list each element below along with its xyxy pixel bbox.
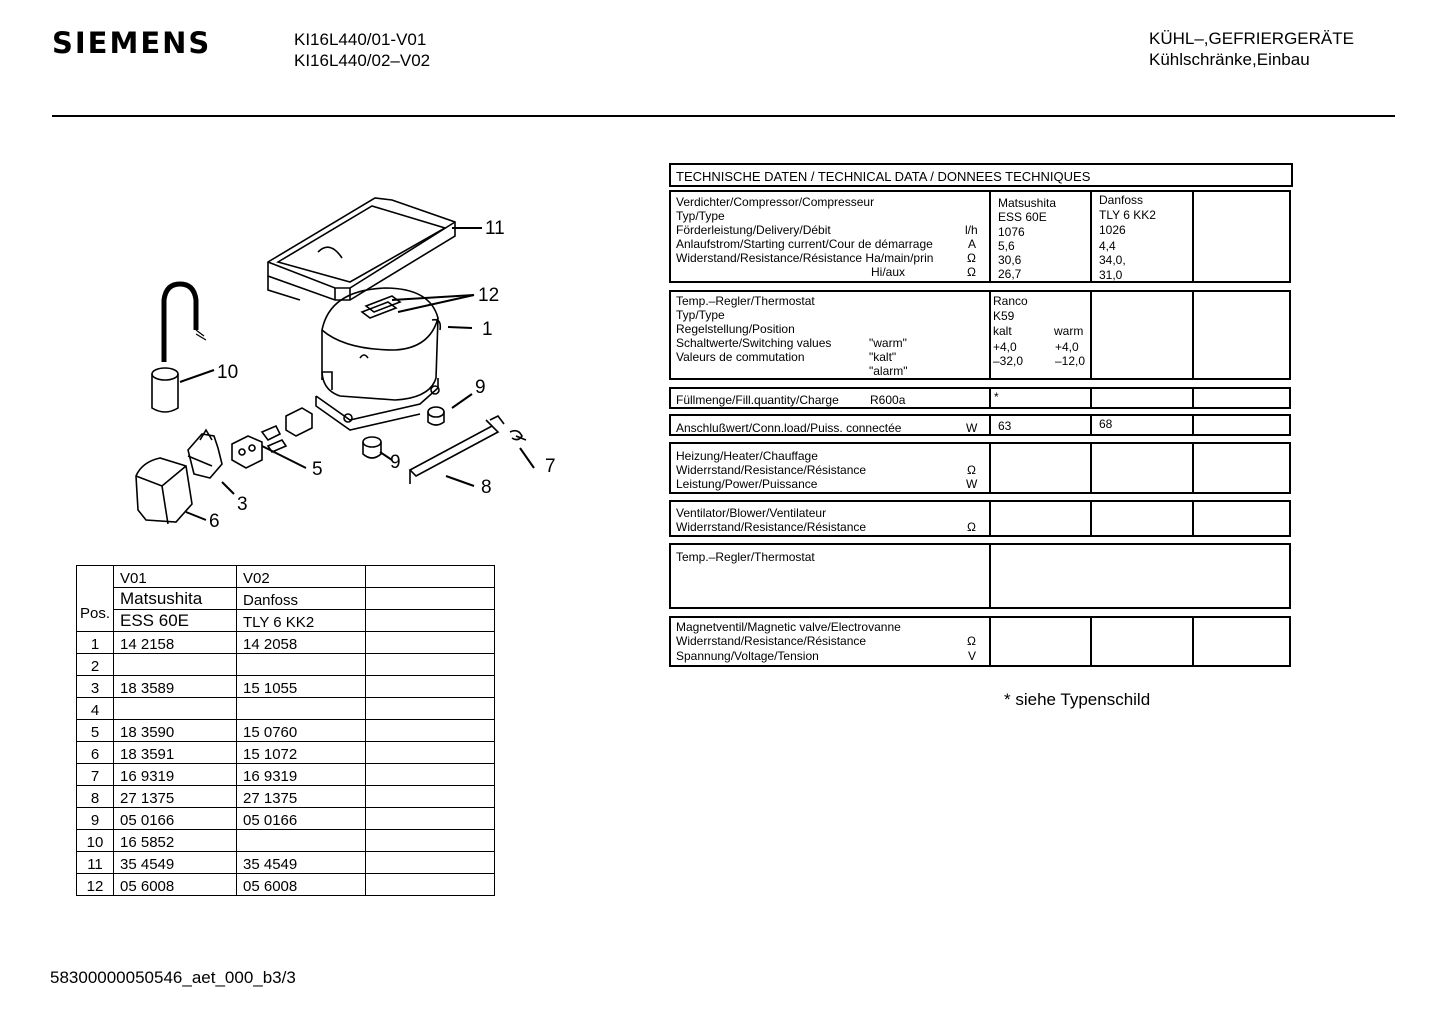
model-number-2: KI16L440/02–V02 xyxy=(294,51,431,70)
rating-plate-note: * siehe Typenschild xyxy=(1004,690,1151,709)
mounting-rail-part xyxy=(410,416,504,484)
variant-header-v02: V02 xyxy=(237,566,366,588)
fill-quantity-block: Füllmenge/Fill.quantity/Charge R600a * xyxy=(669,387,1291,409)
starter-relay-part xyxy=(188,430,222,478)
terminal-clip-part xyxy=(232,408,312,468)
category-title: KÜHL–,GEFRIERGERÄTE xyxy=(1149,29,1354,48)
model-number-1: KI16L440/01-V01 xyxy=(294,30,427,49)
thermostat-block: Temp.–Regler/Thermostat Typ/Type Regelstellung/Position Schaltwerte/Switching values Valeurs de commutation "warm" "kalt" "alarm" Ranco K59 kalt warm +4,0 +4,0 –32,0 –12,0 xyxy=(669,290,1291,380)
table-row: 11 35 4549 35 4549 xyxy=(77,852,495,874)
compressor-block: Verdichter/Compressor/Compresseur Typ/Type Förderleistung/Delivery/Débit Anlaufstrom/Starting current/Cour de démarrage Widerstand/Resistance/Résistance Ha/main/prin Hi/aux l/h A Ω Ω Matsushita ESS 60E 1076 5,6 30,6 26,7 Danfoss TLY 6 KK2 1026 4,4 34,0, 31,0 xyxy=(669,190,1291,283)
connected-load-block: Anschlußwert/Conn.load/Puiss. connectée W 63 68 xyxy=(669,414,1291,436)
table-row: 5 18 3590 15 0760 xyxy=(77,720,495,742)
variant-header-v01: V01 xyxy=(114,566,237,588)
tech-data-title: TECHNISCHE DATEN / TECHNICAL DATA / DONNEES TECHNIQUES xyxy=(669,163,1293,187)
callout-12: 12 xyxy=(478,285,500,306)
callout-10: 10 xyxy=(217,362,239,383)
compressor-part xyxy=(316,288,440,430)
type-v02: TLY 6 KK2 xyxy=(237,610,366,632)
capacitor-part xyxy=(152,284,206,412)
callout-9a: 9 xyxy=(475,377,486,398)
clamp-part xyxy=(510,431,526,440)
category-subtitle: Kühlschränke,Einbau xyxy=(1149,50,1310,69)
table-row: 6 18 3591 15 1072 xyxy=(77,742,495,764)
callout-6: 6 xyxy=(209,511,220,532)
callout-5: 5 xyxy=(312,459,323,480)
brand-v01: Matsushita xyxy=(114,588,237,610)
table-row: 9 05 0166 05 0166 xyxy=(77,808,495,830)
callout-8: 8 xyxy=(481,477,492,498)
thermostat-2-block: Temp.–Regler/Thermostat xyxy=(669,543,1291,609)
callout-1: 1 xyxy=(482,319,493,340)
table-row: 8 27 1375 27 1375 xyxy=(77,786,495,808)
callout-3: 3 xyxy=(237,494,248,515)
magnetic-valve-block: Magnetventil/Magnetic valve/Electrovanne Widerrstand/Resistance/Résistance Spannung/Voltage/Tension Ω V xyxy=(669,616,1291,667)
blower-block: Ventilator/Blower/Ventilateur Widerrstand/Resistance/Résistance Ω xyxy=(669,500,1291,537)
exploded-parts-diagram xyxy=(0,0,600,560)
callout-11: 11 xyxy=(485,218,505,239)
table-row: 4 xyxy=(77,698,495,720)
document-id: 58300000050546_aet_000_b3/3 xyxy=(50,968,296,987)
table-row: 7 16 9319 16 9319 xyxy=(77,764,495,786)
table-row: 10 16 5852 xyxy=(77,830,495,852)
heater-block: Heizung/Heater/Chauffage Widerrstand/Resistance/Résistance Leistung/Power/Puissance Ω W xyxy=(669,442,1291,494)
table-row: 2 xyxy=(77,654,495,676)
brand-logo: SIEMENS xyxy=(52,26,212,60)
type-v01: ESS 60E xyxy=(114,610,237,632)
table-row: 3 18 3589 15 1055 xyxy=(77,676,495,698)
drip-tray-part xyxy=(268,198,455,300)
parts-table xyxy=(76,565,495,896)
callout-7: 7 xyxy=(545,456,556,477)
brand-v02: Danfoss xyxy=(237,588,366,610)
table-row: 1 14 2158 14 2058 xyxy=(77,632,495,654)
pos-header: Pos. xyxy=(77,566,114,632)
relay-cover-part xyxy=(136,458,192,524)
callout-9b: 9 xyxy=(390,452,401,473)
table-row: 12 05 6008 05 6008 xyxy=(77,874,495,896)
